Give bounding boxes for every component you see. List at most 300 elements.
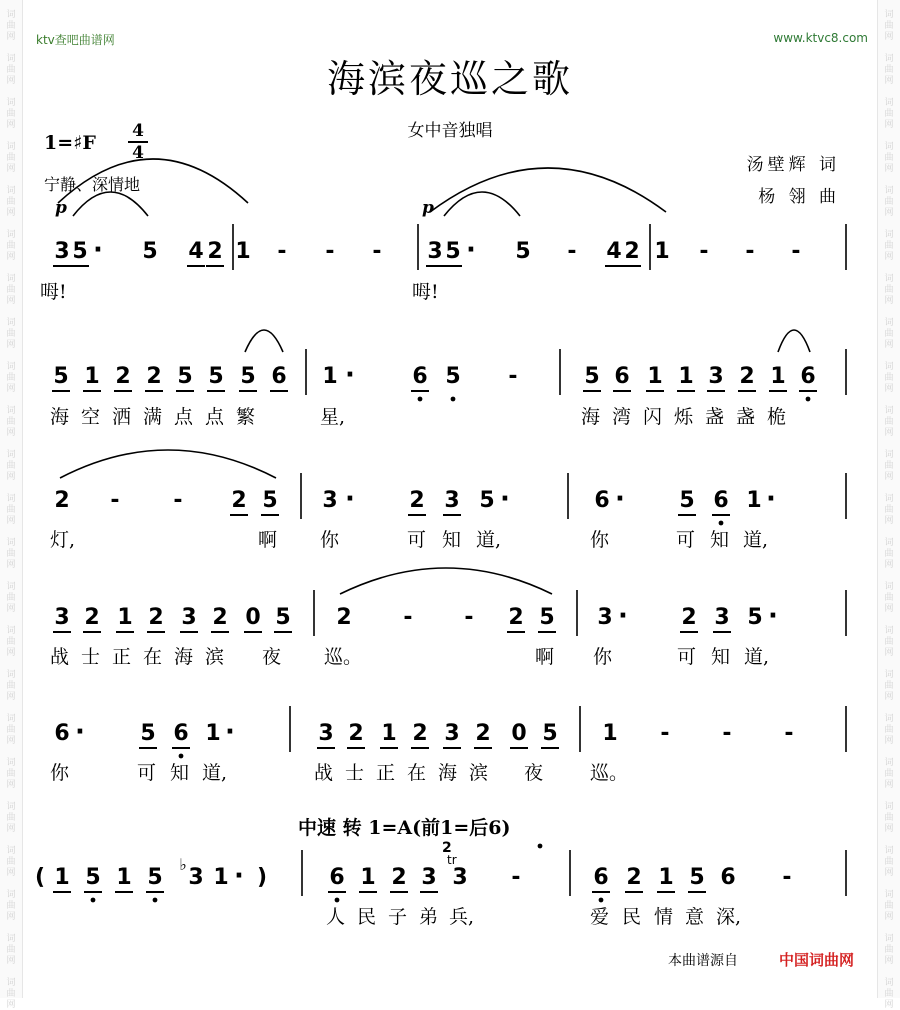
lyric-char: 道, <box>476 529 502 551</box>
lyric-char: 战 <box>314 762 334 784</box>
side-watermark-char: 曲 <box>884 901 894 911</box>
side-watermark-char: 曲 <box>884 109 894 119</box>
lyric-char: 道, <box>744 646 770 668</box>
jianpu-note: 2 <box>508 605 524 630</box>
side-watermark-char: 网 <box>884 560 894 570</box>
jianpu-note: 6 <box>173 721 189 746</box>
side-watermark-char: 词 <box>884 186 894 196</box>
lyric-char: 在 <box>143 646 163 668</box>
lyric-char: 在 <box>407 762 427 784</box>
lyric-char: 盏 <box>705 406 725 428</box>
side-watermark-char: 曲 <box>6 197 16 207</box>
jianpu-note: 5 <box>747 605 763 630</box>
jianpu-note: 1 <box>647 364 663 389</box>
side-watermark-char: 词 <box>884 802 894 812</box>
lyric-char: 点 <box>174 406 194 428</box>
side-watermark-char: 网 <box>884 340 894 350</box>
side-watermark-char: 词 <box>884 626 894 636</box>
jianpu-note: 2 <box>54 488 70 513</box>
augmentation-dot: · <box>225 717 235 747</box>
lyric-char: 啊 <box>258 529 278 551</box>
side-watermark-char: 网 <box>884 252 894 262</box>
jianpu-note: 2 <box>207 239 223 264</box>
jianpu-note: 5 <box>85 865 101 890</box>
dash-note: - <box>325 239 335 264</box>
jianpu-note: 6 <box>614 364 630 389</box>
low-octave-dot <box>599 898 604 903</box>
augmentation-dot: · <box>500 484 510 514</box>
dash-note: - <box>464 605 474 630</box>
side-watermark-char: 网 <box>884 428 894 438</box>
lyric-char: 夜 <box>524 762 544 784</box>
lyric-char: 意 <box>685 906 705 928</box>
lyric-char: 空 <box>81 406 101 428</box>
jianpu-note: 2 <box>84 605 100 630</box>
lyric-char: 民 <box>357 906 377 928</box>
side-watermark-char: 网 <box>884 912 894 922</box>
side-watermark-char: 曲 <box>6 901 16 911</box>
jianpu-note: 1 <box>654 239 670 264</box>
jianpu-note: 2 <box>739 364 755 389</box>
ornament-mark: tr <box>447 853 457 867</box>
dash-note: - <box>372 239 382 264</box>
side-watermark-char: 词 <box>884 934 894 944</box>
augmentation-dot: · <box>618 601 628 631</box>
dash-note: - <box>745 239 755 264</box>
augmentation-dot: · <box>345 484 355 514</box>
jianpu-note: 5 <box>140 721 156 746</box>
jianpu-note: 2 <box>146 364 162 389</box>
jianpu-note: 5 <box>479 488 495 513</box>
side-watermark-char: 曲 <box>6 373 16 383</box>
side-watermark-char: 网 <box>6 736 16 746</box>
lyric-char: 可 <box>676 529 696 551</box>
jianpu-note: 2 <box>626 865 642 890</box>
side-watermark-char: 曲 <box>884 857 894 867</box>
lyric-char: 人 <box>326 906 346 928</box>
augmentation-dot: · <box>234 861 244 891</box>
jianpu-note: 3 <box>452 865 468 890</box>
header-right-site-link[interactable]: www.ktvc8.com <box>773 31 868 45</box>
side-watermark-char: 词 <box>6 494 16 504</box>
dash-note: - <box>791 239 801 264</box>
jianpu-note: 3 <box>421 865 437 890</box>
low-octave-dot <box>335 898 340 903</box>
lyric-char: 巡。 <box>590 762 629 784</box>
jianpu-note: 3 <box>708 364 724 389</box>
side-watermark-char: 网 <box>6 868 16 878</box>
dash-note: - <box>722 721 732 746</box>
side-watermark-char: 网 <box>884 1000 894 1010</box>
side-watermark-char: 曲 <box>884 373 894 383</box>
jianpu-note: 1 <box>235 239 251 264</box>
augmentation-dot: · <box>466 235 476 265</box>
side-watermark-char: 曲 <box>884 549 894 559</box>
footer-source-label: 本曲谱源自 <box>668 953 738 969</box>
jianpu-note: 5 <box>72 239 88 264</box>
jianpu-note: 3 <box>714 605 730 630</box>
jianpu-note: 5 <box>53 364 69 389</box>
side-watermark-char: 词 <box>884 714 894 724</box>
jianpu-note: 2 <box>412 721 428 746</box>
side-watermark-char: 词 <box>6 846 16 856</box>
side-watermark-char: 曲 <box>6 725 16 735</box>
jianpu-note: ) <box>256 865 268 890</box>
side-watermark-char: 网 <box>6 340 16 350</box>
side-watermark-char: 词 <box>884 846 894 856</box>
side-watermark-char: 词 <box>884 98 894 108</box>
side-watermark-char: 词 <box>6 582 16 592</box>
footer-site-link[interactable]: 中国词曲网 <box>779 951 855 969</box>
side-watermark-char: 曲 <box>884 593 894 603</box>
lyric-char: 呣! <box>412 281 439 303</box>
side-watermark-char: 词 <box>6 54 16 64</box>
side-watermark-char: 网 <box>6 120 16 130</box>
slur-arc <box>58 159 248 203</box>
side-watermark-char: 网 <box>6 692 16 702</box>
dash-note: - <box>508 364 518 389</box>
side-watermark-char: 词 <box>884 890 894 900</box>
dash-note: - <box>782 865 792 890</box>
lyric-char: 滨 <box>205 646 225 668</box>
side-watermark-char: 词 <box>884 538 894 548</box>
jianpu-note: 2 <box>409 488 425 513</box>
lyric-char: 可 <box>137 762 157 784</box>
jianpu-note: 1 <box>360 865 376 890</box>
lyric-char: 啊 <box>535 646 555 668</box>
side-watermark-char: 词 <box>6 274 16 284</box>
jianpu-note: 2 <box>475 721 491 746</box>
lyric-char: 知 <box>710 529 730 551</box>
side-watermark-char: 曲 <box>6 153 16 163</box>
lyric-char: 点 <box>205 406 225 428</box>
side-watermark-char: 曲 <box>6 681 16 691</box>
side-watermark-char: 网 <box>884 780 894 790</box>
dash-note: - <box>110 488 120 513</box>
grace-note: 2 <box>442 840 452 856</box>
lyric-char: 知 <box>442 529 462 551</box>
lyric-char: 可 <box>407 529 427 551</box>
dash-note: - <box>567 239 577 264</box>
side-watermark-char: 网 <box>884 692 894 702</box>
side-watermark-char: 曲 <box>884 65 894 75</box>
side-watermark-char: 网 <box>884 32 894 42</box>
side-watermark-char: 网 <box>884 648 894 658</box>
side-watermark-char: 曲 <box>6 857 16 867</box>
side-watermark-char: 曲 <box>6 637 16 647</box>
side-watermark-char: 网 <box>6 164 16 174</box>
side-watermark-char: 网 <box>884 736 894 746</box>
jianpu-note: 5 <box>147 865 163 890</box>
side-watermark-char: 曲 <box>884 285 894 295</box>
jianpu-note: 1 <box>602 721 618 746</box>
jianpu-note: 6 <box>593 865 609 890</box>
side-watermark-char: 词 <box>6 890 16 900</box>
header-left-site-link[interactable]: ktv查吧曲谱网 <box>36 33 115 47</box>
lyric-char: 海 <box>50 406 70 428</box>
jianpu-note: ♭ <box>179 855 187 874</box>
side-watermark-char: 网 <box>6 428 16 438</box>
side-watermark-char: 词 <box>884 758 894 768</box>
side-watermark-char: 词 <box>6 98 16 108</box>
side-watermark-char: 网 <box>6 76 16 86</box>
side-watermark-char: 曲 <box>884 725 894 735</box>
side-watermark-char: 曲 <box>6 549 16 559</box>
jianpu-note: 1 <box>117 605 133 630</box>
side-watermark-char: 曲 <box>6 329 16 339</box>
modulation-note: 中速 转 1=A(前1=后6) <box>298 817 511 839</box>
side-watermark-char: 曲 <box>884 153 894 163</box>
jianpu-note: 6 <box>412 364 428 389</box>
side-watermark-char: 词 <box>6 450 16 460</box>
side-watermark-char: 网 <box>884 956 894 966</box>
low-octave-dot <box>91 898 96 903</box>
jianpu-note: 2 <box>681 605 697 630</box>
augmentation-dot: · <box>615 484 625 514</box>
jianpu-note: 1 <box>322 364 338 389</box>
jianpu-note: 5 <box>177 364 193 389</box>
side-watermark-char: 网 <box>6 32 16 42</box>
jianpu-note: 1 <box>678 364 694 389</box>
lyric-char: 道, <box>202 762 228 784</box>
side-watermark-char: 曲 <box>884 989 894 999</box>
side-watermark-char: 词 <box>884 142 894 152</box>
side-watermark-char: 词 <box>6 142 16 152</box>
side-watermark-char: 曲 <box>6 417 16 427</box>
jianpu-note: 3 <box>188 865 204 890</box>
lyric-char: 夜 <box>262 646 282 668</box>
lyricist-credit: 汤壁辉 词 <box>746 155 840 175</box>
slur-arc <box>245 330 283 352</box>
side-watermark-char: 网 <box>884 120 894 130</box>
side-watermark-char: 词 <box>6 186 16 196</box>
side-watermark-char: 网 <box>884 164 894 174</box>
jianpu-note: 6 <box>329 865 345 890</box>
jianpu-note: 3 <box>427 239 443 264</box>
lyric-char: 星, <box>320 406 346 428</box>
side-watermark-char: 网 <box>6 824 16 834</box>
side-watermark-char: 曲 <box>6 461 16 471</box>
side-watermark-char: 词 <box>6 10 16 20</box>
jianpu-note: 1 <box>205 721 221 746</box>
lyric-char: 滨 <box>469 762 489 784</box>
lyric-char: 海 <box>438 762 458 784</box>
lyric-char: 情 <box>654 906 674 928</box>
slur-arc <box>430 168 666 212</box>
augmentation-dot: · <box>93 235 103 265</box>
lyric-char: 呣! <box>40 281 67 303</box>
jianpu-note: 5 <box>679 488 695 513</box>
low-octave-dot <box>153 898 158 903</box>
side-watermark-char: 词 <box>884 318 894 328</box>
side-watermark-char: 网 <box>6 1000 16 1010</box>
jianpu-note: 1 <box>770 364 786 389</box>
side-watermark-char: 曲 <box>884 21 894 31</box>
jianpu-note: 5 <box>445 364 461 389</box>
lyric-char: 士 <box>345 762 365 784</box>
augmentation-dot: · <box>75 717 85 747</box>
dash-note: - <box>277 239 287 264</box>
jianpu-note: 3 <box>597 605 613 630</box>
side-watermark-char: 曲 <box>6 945 16 955</box>
lyric-char: 繁 <box>236 406 256 428</box>
tempo-marking: 宁静、深情地 <box>44 175 141 194</box>
side-watermark-char: 曲 <box>6 505 16 515</box>
side-watermark-char: 网 <box>6 208 16 218</box>
lyric-char: 海 <box>174 646 194 668</box>
lyric-char: 你 <box>320 529 340 551</box>
side-watermark-char: 曲 <box>6 813 16 823</box>
lyric-char: 正 <box>112 646 132 668</box>
slur-arc <box>73 192 148 216</box>
jianpu-note: 6 <box>800 364 816 389</box>
jianpu-note: 1 <box>116 865 132 890</box>
side-watermark-char: 词 <box>884 494 894 504</box>
jianpu-note: 5 <box>539 605 555 630</box>
jianpu-note: 0 <box>511 721 527 746</box>
side-watermark-char: 词 <box>6 362 16 372</box>
side-watermark-char: 词 <box>6 978 16 988</box>
jianpu-note: 6 <box>54 721 70 746</box>
side-watermark-char: 网 <box>884 76 894 86</box>
lyric-char: 海 <box>581 406 601 428</box>
lyric-char: 士 <box>81 646 101 668</box>
lyric-char: 满 <box>143 406 163 428</box>
side-watermark-char: 词 <box>884 670 894 680</box>
side-watermark-char: 曲 <box>884 461 894 471</box>
jianpu-note: 2 <box>348 721 364 746</box>
side-watermark-char: 词 <box>6 934 16 944</box>
lyric-char: 你 <box>593 646 613 668</box>
lyric-char: 知 <box>711 646 731 668</box>
side-watermark-char: 词 <box>6 626 16 636</box>
low-octave-dot <box>806 397 811 402</box>
side-watermark-char: 网 <box>6 912 16 922</box>
lyric-char: 正 <box>376 762 396 784</box>
lyric-char: 洒 <box>112 406 132 428</box>
side-watermark-char: 网 <box>6 560 16 570</box>
side-watermark-char: 网 <box>6 384 16 394</box>
lyric-char: 巡。 <box>324 646 363 668</box>
composer-credit: 杨 翎 曲 <box>758 187 840 207</box>
jianpu-note: 5 <box>240 364 256 389</box>
time-signature-bottom: 4 <box>132 143 144 163</box>
jianpu-note: 5 <box>445 239 461 264</box>
jianpu-note: 5 <box>542 721 558 746</box>
side-watermark-char: 曲 <box>884 813 894 823</box>
augmentation-dot: · <box>768 601 778 631</box>
lyric-char: 灯, <box>50 529 76 551</box>
augmentation-dot: · <box>766 484 776 514</box>
side-watermark-char: 曲 <box>6 769 16 779</box>
low-octave-dot <box>538 844 543 849</box>
lyric-char: 可 <box>677 646 697 668</box>
jianpu-note: 2 <box>148 605 164 630</box>
lyric-char: 湾 <box>612 406 632 428</box>
side-watermark-char: 网 <box>884 384 894 394</box>
side-watermark-char: 词 <box>6 318 16 328</box>
jianpu-note: 2 <box>336 605 352 630</box>
side-watermark-char: 词 <box>6 758 16 768</box>
jianpu-note: 1 <box>746 488 762 513</box>
time-signature-top: 4 <box>132 121 144 141</box>
side-watermark-char: 词 <box>6 670 16 680</box>
jianpu-note: 2 <box>624 239 640 264</box>
low-octave-dot <box>451 397 456 402</box>
low-octave-dot <box>418 397 423 402</box>
side-watermark-char: 曲 <box>6 65 16 75</box>
jianpu-note: 3 <box>181 605 197 630</box>
side-watermark-char: 曲 <box>884 329 894 339</box>
key-signature: 1=♯F <box>44 132 96 154</box>
jianpu-note: 4 <box>188 239 204 264</box>
lyric-char: 桅 <box>767 406 787 428</box>
side-watermark-char: 曲 <box>6 109 16 119</box>
augmentation-dot: · <box>345 360 355 390</box>
side-watermark-char: 曲 <box>884 945 894 955</box>
slur-arc <box>778 330 810 352</box>
side-watermark-char: 词 <box>884 54 894 64</box>
lyric-char: 民 <box>622 906 642 928</box>
side-watermark-char: 网 <box>6 516 16 526</box>
side-watermark-char: 网 <box>884 472 894 482</box>
jianpu-note: 5 <box>275 605 291 630</box>
side-watermark-char: 网 <box>6 648 16 658</box>
side-watermark-char: 曲 <box>884 681 894 691</box>
jianpu-note: 3 <box>54 239 70 264</box>
lyric-char: 烁 <box>674 406 694 428</box>
side-watermark-char: 词 <box>6 802 16 812</box>
side-watermark-char: 网 <box>884 296 894 306</box>
side-watermark-char: 词 <box>884 230 894 240</box>
jianpu-note: 1 <box>54 865 70 890</box>
lyric-char: 知 <box>170 762 190 784</box>
side-watermark-char: 曲 <box>6 285 16 295</box>
slur-arc <box>60 450 276 478</box>
side-watermark-char: 网 <box>884 604 894 614</box>
side-watermark-char: 词 <box>884 978 894 988</box>
lyric-char: 你 <box>50 762 70 784</box>
side-watermark-char: 网 <box>6 604 16 614</box>
lyric-char: 子 <box>388 906 408 928</box>
dash-note: - <box>511 865 521 890</box>
jianpu-note: 5 <box>515 239 531 264</box>
side-watermark-char: 词 <box>884 10 894 20</box>
side-watermark-char: 曲 <box>884 417 894 427</box>
side-watermark-char: 曲 <box>884 637 894 647</box>
side-watermark-char: 曲 <box>884 197 894 207</box>
side-watermark-char: 曲 <box>6 989 16 999</box>
jianpu-note: 4 <box>606 239 622 264</box>
jianpu-note: ( <box>34 865 46 890</box>
side-watermark-char: 曲 <box>6 593 16 603</box>
side-watermark-char: 网 <box>6 780 16 790</box>
dash-note: - <box>403 605 413 630</box>
side-watermark-char: 词 <box>6 406 16 416</box>
jianpu-note: 2 <box>391 865 407 890</box>
lyric-char: 兵, <box>449 906 475 928</box>
dynamic-marking: p <box>55 198 67 218</box>
side-watermark-char: 词 <box>884 582 894 592</box>
lyric-char: 你 <box>590 529 610 551</box>
side-watermark-char: 词 <box>884 274 894 284</box>
side-watermark-char: 网 <box>6 956 16 966</box>
side-watermark-char: 网 <box>6 472 16 482</box>
jianpu-note: 6 <box>720 865 736 890</box>
lyric-char: 爱 <box>590 906 610 928</box>
lyric-char: 闪 <box>643 406 663 428</box>
lyric-char: 战 <box>50 646 70 668</box>
